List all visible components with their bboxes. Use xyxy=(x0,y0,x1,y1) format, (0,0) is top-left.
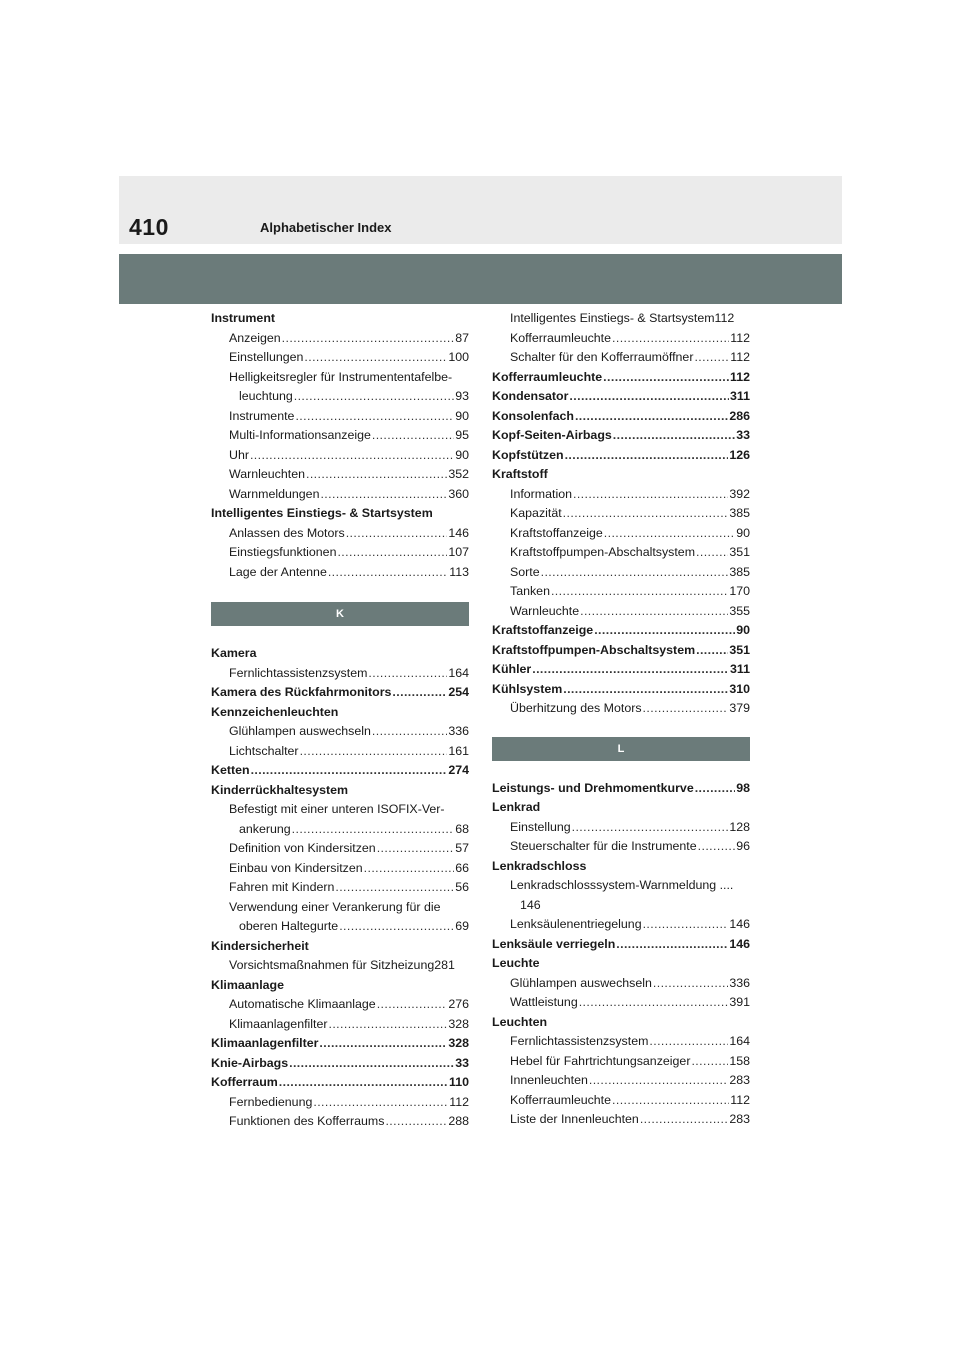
index-subentry xyxy=(211,348,469,368)
section-letter-k: K xyxy=(211,602,469,626)
entry-text: Warnleuchte xyxy=(510,603,580,618)
page-reference: 33 xyxy=(736,428,750,442)
entry-text: Lenkradschloss xyxy=(492,858,587,873)
entry-text: Kraftstoff xyxy=(492,467,548,481)
dot-leader xyxy=(251,761,448,781)
entry-text: Anzeigen xyxy=(229,330,281,345)
index-subentry xyxy=(211,898,469,918)
page-reference: 351 xyxy=(729,642,750,657)
index-subentry xyxy=(211,1015,469,1035)
dot-leader xyxy=(304,348,447,368)
entry-text: Leistungs- und Drehmomentkurve xyxy=(492,780,694,795)
page-reference: 146 xyxy=(448,525,469,540)
page-reference: 90 xyxy=(455,447,469,462)
page-reference: 158 xyxy=(729,1053,750,1068)
dot-leader xyxy=(569,387,729,407)
index-subentry xyxy=(492,699,750,719)
index-subentry xyxy=(211,839,469,859)
entry-text: Uhr xyxy=(229,447,249,462)
dot-leader xyxy=(594,621,735,641)
index-entry xyxy=(492,779,750,799)
entry-text: Kopf-Seiten-Airbags xyxy=(492,428,612,442)
page-reference: 93 xyxy=(455,389,469,403)
page-reference: 57 xyxy=(455,841,469,855)
index-subentry xyxy=(211,465,469,485)
dot-leader xyxy=(691,1052,728,1072)
index-subentry xyxy=(492,485,750,505)
entry-text: Vorsichtsmaßnahmen für Sitzheizung281 xyxy=(229,958,455,972)
entry-text: Innenleuchten xyxy=(510,1073,588,1087)
index-subentry xyxy=(211,563,469,583)
dot-leader xyxy=(294,387,454,407)
index-entry xyxy=(492,368,750,388)
index-subentry xyxy=(492,1052,750,1072)
index-entry xyxy=(492,426,750,446)
dot-leader xyxy=(612,329,729,349)
dot-leader xyxy=(698,837,736,857)
index-entry xyxy=(211,781,469,801)
page-reference: 112 xyxy=(449,1094,469,1109)
entry-text: Lichtschalter xyxy=(229,743,299,758)
page-reference: 69 xyxy=(455,919,469,933)
page-reference: 90 xyxy=(736,623,750,637)
page-reference: 68 xyxy=(455,821,469,836)
entry-text: Kofferraumleuchte xyxy=(492,369,603,384)
page-reference: 164 xyxy=(729,1034,750,1048)
page-reference: 56 xyxy=(455,880,469,894)
index-subentry xyxy=(211,956,469,976)
dot-leader xyxy=(649,1032,728,1052)
entry-text: Einstiegsfunktionen xyxy=(229,545,337,559)
index-subentry xyxy=(492,974,750,994)
dot-leader xyxy=(575,407,728,427)
dot-leader xyxy=(579,993,729,1013)
page-reference: 351 xyxy=(729,545,750,559)
dot-leader xyxy=(372,426,454,446)
dot-leader xyxy=(612,1091,729,1111)
entry-text: Liste der Innenleuchten xyxy=(510,1112,639,1126)
entry-text: Kondensator xyxy=(492,389,569,403)
entry-text: Fahren mit Kindern xyxy=(229,880,335,894)
entry-text: Kopfstützen xyxy=(492,447,564,462)
page-reference: 360 xyxy=(448,486,469,501)
dot-leader xyxy=(339,917,454,937)
page-reference: 98 xyxy=(736,780,750,795)
page-reference: 336 xyxy=(729,975,750,990)
page-reference: 310 xyxy=(729,681,750,696)
index-subentry xyxy=(211,859,469,879)
page-reference: 379 xyxy=(729,701,750,715)
index-subentry xyxy=(492,329,750,349)
entry-text: Leuchte xyxy=(492,956,540,970)
dot-leader xyxy=(385,1112,447,1132)
entry-text: Steuerschalter für die Instrumente xyxy=(510,839,697,853)
dot-leader xyxy=(532,660,729,680)
entry-text: Befestigt mit einer unteren ISOFIX-Ver- xyxy=(229,802,445,816)
index-subentry xyxy=(211,820,469,840)
index-entry xyxy=(492,660,750,680)
entry-text: Kinderrückhaltesystem xyxy=(211,782,349,797)
index-subentry xyxy=(211,1112,469,1132)
dot-leader xyxy=(694,348,729,368)
page-reference: 112 xyxy=(730,330,750,345)
page-reference: 66 xyxy=(455,860,469,875)
index-subentry xyxy=(211,524,469,544)
index-entry xyxy=(492,465,750,485)
index-entry xyxy=(492,954,750,974)
page-reference: 113 xyxy=(449,564,469,579)
page-reference: 311 xyxy=(730,389,750,403)
dot-leader xyxy=(541,563,729,583)
page-reference: 128 xyxy=(729,819,750,834)
entry-text: Einstellung xyxy=(510,819,571,834)
entry-text: Information xyxy=(510,486,572,501)
index-subentry xyxy=(211,446,469,466)
entry-text: 146 xyxy=(520,897,541,912)
index-entry xyxy=(211,683,469,703)
entry-text: Warnleuchten xyxy=(229,467,305,481)
dot-leader xyxy=(640,1110,728,1130)
entry-text: Glühlampen auswechseln xyxy=(229,724,371,738)
page-reference: 87 xyxy=(455,330,469,345)
index-entry xyxy=(492,446,750,466)
dot-leader xyxy=(377,839,454,859)
dot-leader xyxy=(289,1054,454,1074)
dot-leader xyxy=(643,699,729,719)
page-reference: 96 xyxy=(736,839,750,853)
entry-text: Instrument xyxy=(211,311,276,325)
index-subentry xyxy=(211,1093,469,1113)
entry-text: Sorte xyxy=(510,564,540,579)
entry-text: Definition von Kindersitzen xyxy=(229,841,376,855)
entry-text: Kraftstoffanzeige xyxy=(510,525,603,540)
page-reference: 274 xyxy=(448,763,469,777)
entry-text: Kamera xyxy=(211,646,257,660)
page-reference: 170 xyxy=(729,584,750,598)
dot-leader xyxy=(372,722,447,742)
index-subentry xyxy=(211,722,469,742)
page-reference: 107 xyxy=(448,545,469,559)
index-subentry xyxy=(492,1071,750,1091)
dot-leader xyxy=(368,664,447,684)
entry-text: Kühlsystem xyxy=(492,681,563,696)
entry-text: Überhitzung des Motors xyxy=(510,701,642,715)
index-entry xyxy=(211,504,469,524)
page-reference: 164 xyxy=(448,665,469,680)
index-entry xyxy=(492,641,750,661)
index-entry xyxy=(211,1073,469,1093)
index-entry xyxy=(492,798,750,818)
page-reference: 283 xyxy=(729,1112,750,1126)
page-reference: 112 xyxy=(730,350,750,364)
index-group xyxy=(492,779,750,1130)
entry-text: Lenksäule verriegeln xyxy=(492,936,616,951)
entry-text: Kennzeichenleuchten xyxy=(211,704,339,719)
dot-leader xyxy=(313,1093,448,1113)
index-subentry xyxy=(211,917,469,937)
entry-text: Konsolenfach xyxy=(492,408,574,423)
dot-leader xyxy=(306,465,447,485)
index-entry xyxy=(211,703,469,723)
index-subentry xyxy=(211,800,469,820)
section-letter-l: L xyxy=(492,737,750,761)
index-entry xyxy=(492,857,750,877)
entry-text: Kindersicherheit xyxy=(211,938,309,953)
entry-text: Kofferraumleuchte xyxy=(510,330,612,345)
index-subentry xyxy=(492,818,750,838)
dot-leader xyxy=(696,641,728,661)
index-subentry xyxy=(492,876,750,896)
entry-text: Schalter für den Kofferraumöffner xyxy=(510,350,694,364)
entry-text: Knie-Airbags xyxy=(211,1055,289,1070)
dot-leader xyxy=(282,329,455,349)
entry-text: Klimaanlage xyxy=(211,977,284,992)
page-reference: 288 xyxy=(448,1114,469,1128)
index-subentry xyxy=(211,485,469,505)
index-subentry xyxy=(211,742,469,762)
page-reference: 385 xyxy=(729,564,750,579)
dot-leader xyxy=(346,524,448,544)
entry-text: Kapazität xyxy=(510,506,562,520)
index-subentry xyxy=(211,329,469,349)
page-reference: 355 xyxy=(729,603,750,618)
page-reference: 161 xyxy=(448,743,469,758)
index-entry xyxy=(211,976,469,996)
index-subentry xyxy=(492,582,750,602)
dot-leader xyxy=(364,859,455,879)
page-reference: 276 xyxy=(448,997,469,1011)
dot-leader xyxy=(250,446,454,466)
index-subentry xyxy=(492,993,750,1013)
index-subentry xyxy=(492,543,750,563)
header-band xyxy=(119,254,842,304)
dot-leader xyxy=(563,504,729,524)
dot-leader xyxy=(337,543,447,563)
index-column-right xyxy=(492,309,750,1130)
index-subentry xyxy=(211,407,469,427)
index-subentry xyxy=(492,1110,750,1130)
dot-leader xyxy=(329,1015,448,1035)
entry-text: Lenkrad xyxy=(492,800,541,814)
entry-text: Einstellungen xyxy=(229,350,304,364)
dot-leader xyxy=(589,1071,728,1091)
page-reference: 391 xyxy=(729,995,750,1009)
page-reference: 328 xyxy=(448,1036,469,1050)
page-reference: 146 xyxy=(729,917,750,931)
page-reference: 110 xyxy=(449,1075,469,1089)
dot-leader xyxy=(696,543,728,563)
dot-leader xyxy=(643,915,729,935)
entry-text: Anlassen des Motors xyxy=(229,525,345,540)
entry-text: Kraftstoffpumpen-Abschaltsystem xyxy=(492,642,696,657)
page-number: 410 xyxy=(129,214,169,240)
entry-text: Wattleistung xyxy=(510,995,578,1009)
entry-text: Fernbedienung xyxy=(229,1094,313,1109)
section-title: Alphabetischer Index xyxy=(260,220,392,235)
index-entry xyxy=(211,1034,469,1054)
dot-leader xyxy=(300,742,448,762)
dot-leader xyxy=(616,935,728,955)
page-reference: 90 xyxy=(736,525,750,540)
page-reference: 286 xyxy=(729,408,750,423)
page-reference: 112 xyxy=(730,369,750,384)
page-reference: 352 xyxy=(448,467,469,481)
dot-leader xyxy=(320,485,447,505)
entry-text: Klimaanlagenfilter xyxy=(229,1016,328,1031)
entry-text: Intelligentes Einstiegs- & Startsystem xyxy=(211,506,433,520)
dot-leader xyxy=(604,524,735,544)
entry-text: Kraftstoffpumpen-Abschaltsystem xyxy=(510,545,696,559)
index-subentry xyxy=(211,387,469,407)
page-reference: 100 xyxy=(448,350,469,364)
page-reference: 112 xyxy=(730,1092,750,1107)
index-entry xyxy=(211,1054,469,1074)
entry-text: Intelligentes Einstiegs- & Startsystem112 xyxy=(510,311,735,325)
entry-text: Funktionen des Kofferraums xyxy=(229,1114,385,1128)
dot-leader xyxy=(695,779,735,799)
entry-text: oberen Haltegurte xyxy=(239,919,339,933)
entry-text: Klimaanlagenfilter xyxy=(211,1036,319,1050)
dot-leader xyxy=(319,1034,447,1054)
page-reference: 336 xyxy=(448,724,469,738)
dot-leader xyxy=(392,683,447,703)
dot-leader xyxy=(279,1073,448,1093)
index-subentry xyxy=(211,426,469,446)
entry-text: Kühler xyxy=(492,662,532,676)
entry-text: Fernlichtassistenzsystem xyxy=(510,1034,649,1048)
dot-leader xyxy=(565,446,729,466)
page-reference: 328 xyxy=(448,1016,469,1031)
entry-text: Kofferraumleuchte xyxy=(510,1092,612,1107)
index-subentry xyxy=(492,348,750,368)
entry-text: Lenksäulenentriegelung xyxy=(510,917,642,931)
entry-text: Lage der Antenne xyxy=(229,564,327,579)
entry-text: Multi-Informationsanzeige xyxy=(229,428,371,442)
index-subentry xyxy=(492,602,750,622)
index-subentry xyxy=(211,878,469,898)
index-entry xyxy=(211,761,469,781)
entry-text: leuchtung xyxy=(239,389,293,403)
entry-text: Warnmeldungen xyxy=(229,486,320,501)
index-entry xyxy=(492,935,750,955)
dot-leader xyxy=(292,820,455,840)
index-subentry xyxy=(211,995,469,1015)
page-reference: 90 xyxy=(455,408,469,423)
page-reference: 33 xyxy=(455,1055,469,1070)
dot-leader xyxy=(295,407,454,427)
dot-leader xyxy=(377,995,448,1015)
index-entry xyxy=(492,680,750,700)
entry-text: Kamera des Rückfahrmonitors xyxy=(211,685,392,699)
page-reference: 392 xyxy=(729,486,750,501)
dot-leader xyxy=(653,974,728,994)
index-subentry xyxy=(492,837,750,857)
index-group xyxy=(211,644,469,1132)
entry-text: Verwendung einer Verankerung für die xyxy=(229,899,441,914)
entry-text: Kraftstoffanzeige xyxy=(492,623,594,637)
index-subentry xyxy=(492,1032,750,1052)
index-subentry xyxy=(492,309,750,329)
index-entry xyxy=(211,644,469,664)
entry-text: Lenkradschlosssystem-Warnmeldung .... xyxy=(510,878,734,892)
dot-leader xyxy=(328,563,448,583)
dot-leader xyxy=(580,602,728,622)
dot-leader xyxy=(603,368,729,388)
index-subentry xyxy=(492,1091,750,1111)
index-group xyxy=(211,309,469,582)
entry-text: Fernlichtassistenzsystem xyxy=(229,665,368,680)
entry-text: Einbau von Kindersitzen xyxy=(229,860,363,875)
dot-leader xyxy=(613,426,735,446)
page-reference: 283 xyxy=(729,1073,750,1087)
index-subentry xyxy=(211,543,469,563)
index-entry xyxy=(211,309,469,329)
page-reference: 146 xyxy=(729,936,750,951)
entry-text: Kofferraum xyxy=(211,1075,278,1089)
entry-text: Leuchten xyxy=(492,1014,548,1029)
index-entry xyxy=(211,937,469,957)
page-reference: 311 xyxy=(730,662,750,676)
index-column-left xyxy=(211,309,469,1132)
index-entry xyxy=(492,1013,750,1033)
page-header xyxy=(119,176,842,244)
index-subentry xyxy=(492,504,750,524)
page-reference: 126 xyxy=(729,447,750,462)
entry-text: Glühlampen auswechseln xyxy=(510,975,652,990)
entry-text: Automatische Klimaanlage xyxy=(229,997,376,1011)
dot-leader xyxy=(335,878,454,898)
index-subentry xyxy=(492,563,750,583)
entry-text: ankerung xyxy=(239,821,291,836)
entry-text: Tanken xyxy=(510,584,550,598)
index-subentry xyxy=(211,368,469,388)
dot-leader xyxy=(572,818,729,838)
index-entry xyxy=(492,387,750,407)
entry-text: Hebel für Fahrtrichtungsanzeiger xyxy=(510,1053,691,1068)
dot-leader xyxy=(551,582,728,602)
entry-text: Helligkeitsregler für Instrumententafelbe- xyxy=(229,369,453,384)
entry-text: Ketten xyxy=(211,763,250,777)
index-entry xyxy=(492,407,750,427)
dot-leader xyxy=(563,680,728,700)
dot-leader xyxy=(573,485,728,505)
index-entry xyxy=(492,621,750,641)
page-reference: 385 xyxy=(729,506,750,520)
index-subentry xyxy=(492,524,750,544)
index-group xyxy=(492,309,750,719)
index-subentry xyxy=(211,664,469,684)
entry-text: Instrumente xyxy=(229,408,295,423)
index-subentry xyxy=(492,915,750,935)
index-subentry xyxy=(492,896,750,916)
page-reference: 254 xyxy=(448,685,469,699)
page-reference: 95 xyxy=(455,428,469,442)
